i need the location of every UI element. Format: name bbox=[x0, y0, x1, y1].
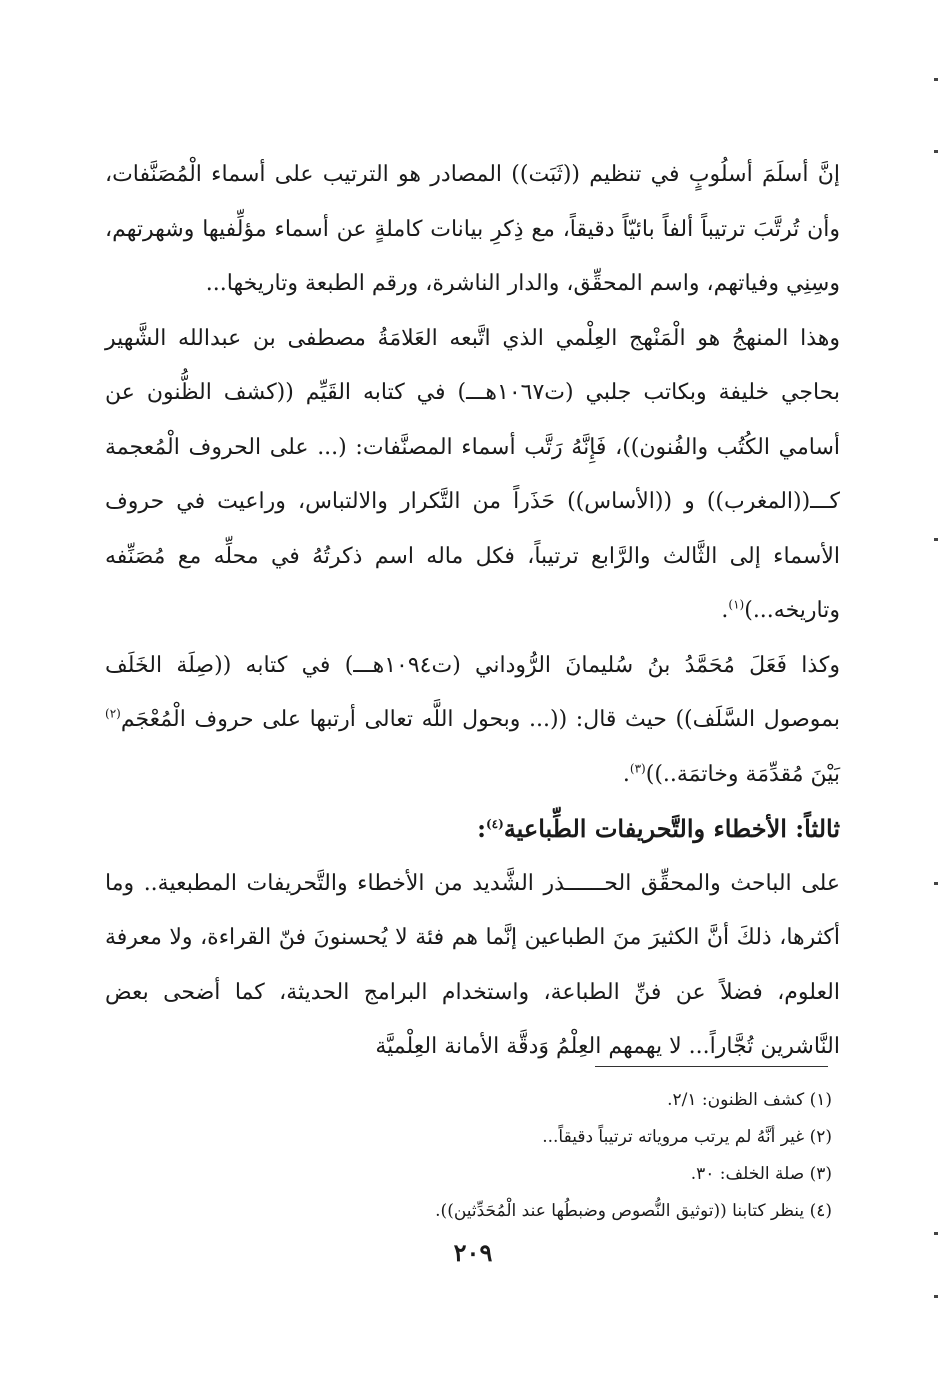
paragraph-printing-errors bbox=[105, 857, 840, 1075]
scan-edge-mark bbox=[934, 538, 938, 541]
footnotes bbox=[200, 1082, 832, 1230]
section-heading-text: ثالثاً: الأخطاء والتَّحريفات الطِّباعية bbox=[503, 814, 840, 843]
scan-edge-mark bbox=[934, 882, 938, 885]
scan-edge-mark bbox=[934, 1232, 938, 1235]
paragraph-text: إنَّ أسلَمَ أسلُوبٍ في تنظيم ((ثَبَت)) المصادر هو الترتيب على أسماء الْمُصَنَّفات، وأن تُرتَّبَ ترتيباً ألفاً بائيّاً دقيقاً، مع ذِكرِ بيانات كاملةٍ عن أسماء مؤلِّفيها وشهرتهم، وسِنِي وفياتهم، واسم المحقِّق، والدار الناشرة، ورقم الطبعة وتاريخها... bbox=[105, 162, 840, 296]
paragraph-text: وهذا المنهجُ هو الْمَنْهج العِلْمي الذي اتَّبعه العَلامَةُ مصطفى بن عبدالله الشَّهير بحاجي خليفة وبكاتب جلبي (ت١٠٦٧هـــ) في كتابه القَيِّم ((كشف الظُّنون عن أسامي الكُتُب والفُنون))، فَإِنَّهُ رَتَّب أسماء المصنَّفات: (... على الحروف الْمُعجمة كـــ((المغرب)) و ((الأساس)) حَذَراً من التَّكرار والالتباس، وراعيت في حروف الأسماء إلى الثَّالث والرَّابع ترتيباً، فكل ماله اسم ذكرتُهُ في محلِّه مع مُصَنِّفه وتاريخه...) bbox=[105, 325, 840, 623]
footnote-ref-3[interactable]: (٣) bbox=[629, 761, 646, 776]
footnote-3: (٣) صلة الخلف: ٣٠. bbox=[690, 1164, 832, 1184]
paragraph-text-continued: بَيْنَ مُقدِّمَة وخاتمَة..)) bbox=[645, 761, 840, 787]
paragraph-sources-ordering bbox=[105, 148, 840, 312]
main-text bbox=[105, 148, 840, 1075]
footnote-ref-1[interactable]: (١) bbox=[728, 597, 745, 612]
footnote-2: (٢) غير أنَّهُ لم يرتب مروياته ترتيباً دقيقاً... bbox=[542, 1127, 832, 1147]
scan-edge-mark bbox=[934, 150, 938, 153]
paragraph-tail: . bbox=[721, 598, 729, 623]
scan-edge-mark bbox=[934, 1295, 938, 1298]
section-heading bbox=[105, 802, 840, 857]
footnote-1: (١) كشف الظنون: ٢/١. bbox=[667, 1090, 832, 1110]
paragraph-kashf-al-zunun bbox=[105, 312, 840, 639]
footnote-ref-4[interactable]: (٤) bbox=[485, 817, 504, 831]
paragraph-text: على الباحث والمحقِّق الحــــــذر الشَّديد من الأخطاء والتَّحريفات المطبعية.. وما أكثرها، ذلكَ أنَّ الكثيرَ منَ الطباعين إنَّما هم فئة لا يُحسنونَ فنّ القراءة، ولا معرفة العلوم، فضلاً عن فنِّ الطباعة، واستخدام البرامج الحديثة، كما أضحى بعض النَّاشرين تُجَّاراً... لا يهمهم العِلْمُ وَدقَّة الأمانة العِلْميَّة bbox=[105, 870, 841, 1059]
section-heading-tail: : bbox=[477, 814, 486, 843]
page-number: ٢٠٩ bbox=[453, 1238, 493, 1267]
paragraph-text: وكذا فَعَلَ مُحَمَّدُ بنُ سُليمانَ الرُّوداني (ت١٠٩٤هـــ) في كتابه ((صِلَة الخَلَف بموصول السَّلَف)) حيث قال: ((... وبحول اللَّه تعالى أرتبها على حروف الْمُعْجَم bbox=[105, 652, 840, 732]
footnote-4: (٤) ينظر كتابنا ((توثيق النُّصوص وضبطُها عند الْمُحَدِّثين)). bbox=[435, 1201, 832, 1221]
paragraph-tail: . bbox=[622, 761, 630, 787]
paragraph-rudani bbox=[105, 639, 840, 803]
footnote-ref-2[interactable]: (٢) bbox=[105, 706, 121, 721]
footnote-separator bbox=[595, 1066, 828, 1067]
scan-edge-mark bbox=[934, 78, 938, 81]
